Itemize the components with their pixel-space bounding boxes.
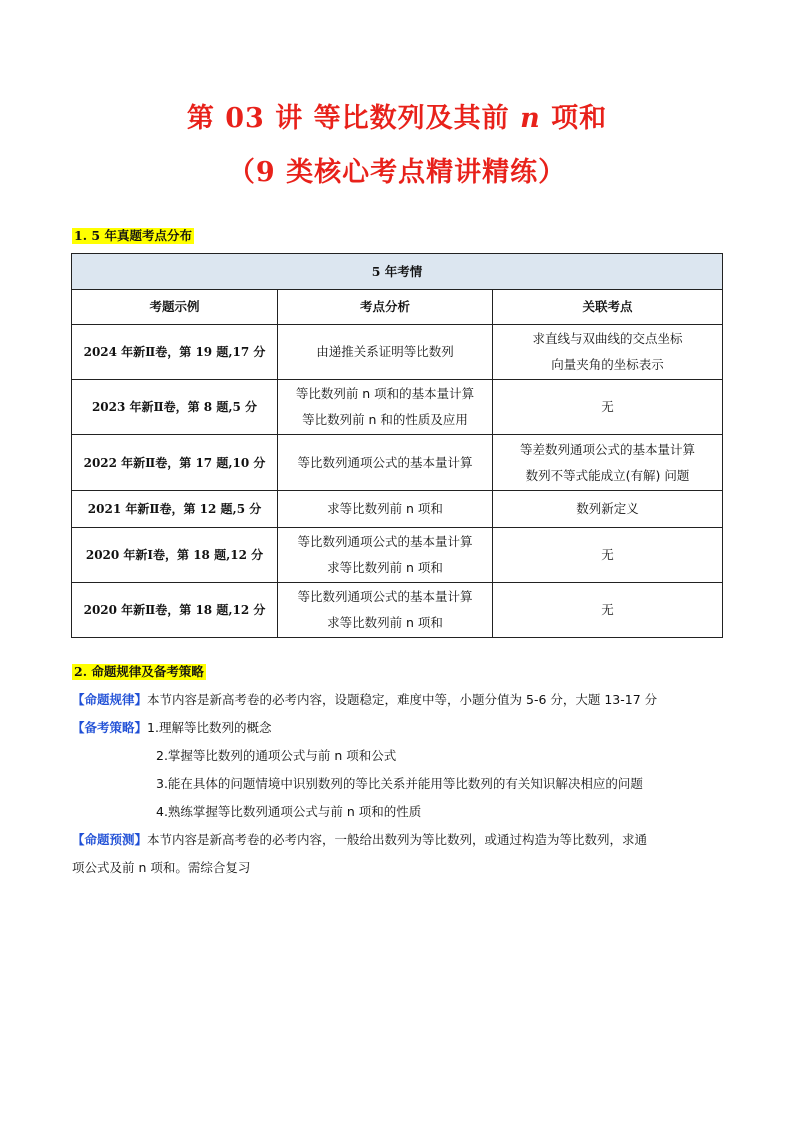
- related-cell: [493, 528, 723, 583]
- strategy-item: 3.能在具体的问题情境中识别数列的等比关系并能用等比数列的有关知识解决相应的问题: [156, 776, 643, 791]
- exam-year-cell: 2021 年新Ⅱ卷，第 12 题,5 分: [72, 491, 278, 528]
- analysis-line: 求等比数列前 n 项和: [327, 501, 443, 516]
- related-line: 数列新定义: [576, 501, 639, 516]
- related-line: 数列不等式能成立(有解) 问题: [525, 467, 690, 483]
- analysis-cell: [278, 380, 493, 435]
- table-row: [72, 491, 723, 528]
- analysis-cell: [278, 583, 493, 638]
- predict-paragraph: [72, 826, 724, 882]
- analysis-line: 等比数列通项公式的基本量计算: [297, 589, 473, 604]
- title-line1-a: 第 03 讲 等比数列及其前: [186, 103, 510, 134]
- exam-year-cell: 2020 年新Ⅰ卷，第 18 题,12 分: [72, 528, 278, 583]
- column-header: 考点分析: [278, 290, 493, 325]
- section2-heading: 2. 命题规律及备考策略: [74, 664, 204, 679]
- page-title: [0, 96, 794, 135]
- title-line1-n: n: [520, 103, 541, 134]
- analysis-cell: [278, 491, 493, 528]
- related-cell: [493, 435, 723, 491]
- related-cell: [493, 583, 723, 638]
- table-row: [72, 325, 723, 380]
- predict-text: 本节内容是新高考卷的必考内容，一般给出数列为等比数列，或通过构造为等比数列，求通: [147, 832, 648, 847]
- section1-heading: 1. 5 年真题考点分布: [74, 228, 192, 243]
- exam-year-cell: 2020 年新Ⅱ卷，第 18 题,12 分: [72, 583, 278, 638]
- strategy-item: 4.熟练掌握等比数列通项公式与前 n 项和的性质: [156, 804, 422, 819]
- related-line: 求直线与双曲线的交点坐标: [532, 331, 683, 346]
- exam-distribution-table: [71, 253, 723, 638]
- related-line: 无: [601, 547, 614, 562]
- rule-text: 本节内容是新高考卷的必考内容，设题稳定，难度中等，小题分值为 5-6 分，大题 13-17 分: [147, 692, 658, 707]
- related-line: 等差数列通项公式的基本量计算: [520, 441, 696, 457]
- exam-year-cell: 2024 年新Ⅱ卷，第 19 题,17 分: [72, 325, 278, 380]
- page-subtitle: （9 类核心考点精讲精练）: [227, 157, 567, 188]
- strategy-item: 2.掌握等比数列的通项公式与前 n 项和公式: [156, 748, 397, 763]
- exam-year-cell: 2023 年新Ⅱ卷，第 8 题,5 分: [72, 380, 278, 435]
- analysis-line: 等比数列通项公式的基本量计算: [297, 534, 473, 549]
- related-cell: [493, 491, 723, 528]
- analysis-line: 求等比数列前 n 项和: [327, 615, 443, 630]
- analysis-line: 由递推关系证明等比数列: [316, 344, 454, 359]
- related-cell: [493, 380, 723, 435]
- predict-tag: 【命题预测】: [72, 832, 148, 847]
- exam-year-cell: 2022 年新Ⅱ卷，第 17 题,10 分: [72, 435, 278, 491]
- analysis-cell: [278, 435, 493, 491]
- analysis-line: 求等比数列前 n 项和: [327, 560, 443, 575]
- table-row: [72, 583, 723, 638]
- column-header: 关联考点: [493, 290, 723, 325]
- rule-paragraph: [72, 686, 724, 714]
- predict-text-continued: 项公式及前 n 项和。需综合复习: [72, 860, 251, 875]
- related-line: 无: [601, 602, 614, 617]
- column-header: 考题示例: [72, 290, 278, 325]
- analysis-line: 等比数列前 n 和的性质及应用: [302, 412, 468, 427]
- table-caption: 5 年考情: [72, 254, 723, 290]
- table-row: [72, 380, 723, 435]
- related-line: 无: [601, 399, 614, 414]
- analysis-cell: [278, 528, 493, 583]
- related-line: 向量夹角的坐标表示: [551, 357, 664, 372]
- rule-tag: 【命题规律】: [72, 692, 148, 707]
- analysis-line: 等比数列前 n 项和的基本量计算: [295, 386, 475, 401]
- analysis-cell: [278, 325, 493, 380]
- strategy-tag: 【备考策略】: [72, 720, 148, 735]
- strategy-paragraph: [72, 714, 724, 742]
- analysis-line: 等比数列通项公式的基本量计算: [297, 454, 473, 470]
- table-row: [72, 435, 723, 491]
- strategy-item: 1.理解等比数列的概念: [147, 720, 272, 735]
- related-cell: [493, 325, 723, 380]
- title-line1-b: 项和: [551, 103, 608, 134]
- table-row: [72, 528, 723, 583]
